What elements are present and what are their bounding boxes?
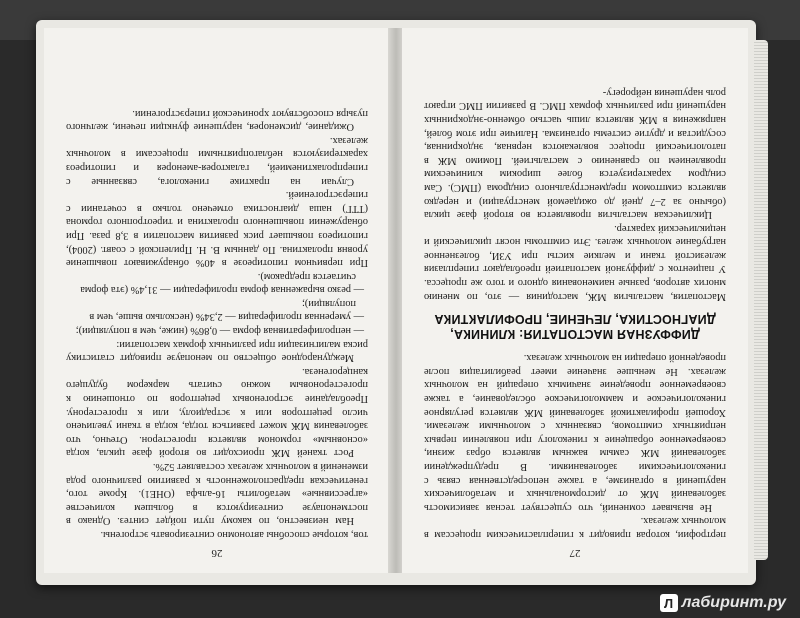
right-page-rotated xyxy=(402,28,748,573)
paragraph: Не вызывает сомнений, что существует тесная зависимость заболеваний МЖ от дисгормональных и метаболических нарушений в организме, а также непосредственная связь с гинекологическими заболеваниями. В предупреждении заболеваний МЖ самым важным является образ жизни, своевременное обращение к гинекологу при появлении первых неприятных симптомов, связанных с молочными железами. Хорошей профилактикой заболеваний МЖ является регулярное гинекологическое и маммологическое обследование, а также своевременное проведение значимых операций на молочных железах. Не меньшее значение имеет реабилитация после проведенной операции на молочных железах. xyxy=(424,352,726,513)
right-page-content xyxy=(424,48,726,559)
paragraph: Случаи на практике гинеколога, связанные с гиперпролактинемией, галакторея-аменорея и гипотиреоз характеризуются неблагоприятными процессами в молочных железах. xyxy=(66,134,368,187)
paragraph: Циклическая мастальгия проявляется во второй фазе цикла (обычно за 2–7 дней до ожидаемой менструации) и нередко является симптомом предменструального синдрома (ПМС). Сам синдром характеризуется более широким клиническим проявлением по сравнению с мастальгией. Помимо МЖ в патологический процесс вовлекаются нервная, эндокринная, сосудистая и другие системы организма. Наличие при этом болей, напряжения в МЖ является лишь частью обменно-эндокринных нарушений при различных формах ПМС. В развитии ПМС играют роль нарушения нейрорегу- xyxy=(424,86,726,221)
paragraph: Нам неизвестно, по какому пути пойдет синтез. Однако в постменопаузе синтезируются в большем количестве «агрессивные» метаболиты 16-альфа (ОНЕ1). Кроме того, генетическая предрасположенность к развитию различного рода изменений в молочных железах составляет 52%. xyxy=(66,461,368,527)
left-page xyxy=(44,28,390,573)
section-title: ДИФФУЗНАЯ МАСТОПАТИЯ: КЛИНИКА, ДИАГНОСТИКА, ЛЕЧЕНИЕ, ПРОФИЛАКТИКА xyxy=(434,311,716,341)
right-page xyxy=(402,28,748,573)
paragraph: пертрофии, которая приводит к гиперпластическим процессам в молочных железах. xyxy=(424,515,726,540)
watermark-text: лабиринт.ру xyxy=(681,594,786,611)
open-book xyxy=(36,20,756,585)
paragraph: Рост тканей МЖ происходит во второй фазе цикла, когда «основным» гормоном является прогестерон. Отечно, что заболевания МЖ может развиться тогда, когда в ткани увеличено число рецепторов или к эстрадиолу, или к прогестерону. Преобладание эстрогеновых рецепторов по отношению к прогестероновым можно считать маркером будущего канцерогенеза. xyxy=(66,365,368,459)
paragraph: При первичном гипотиреозе в 40% обнаруживают повышение уровня пролактина. По данным В. Н. Прилепской с соавт. (2004), гипотиреоз повышает риск развития мастопатии в 3,8 раза. При обнаружении повышенного пролактина и тиреотропного гормона (ТТГ) наша диагностика отмечено только в сочетании с гиперэстрогенией. xyxy=(66,189,368,269)
paragraph: Международное общество по менопаузе приводит статистику риска малигнизации при различных формах мастопатии: xyxy=(66,338,368,364)
paragraph: Мастопатия, мастальгия МЖ, мастодиния — это, по мнению многих авторов, разные наименования одного и того же процесса. У пациенток с диффузной мастопатией преобладают гиперплазия железистой ткани и мелкие кисты при УЗИ, болезненное нагрубание молочных желез. Эти симптомы носят циклический и нециклический характер. xyxy=(424,222,726,302)
page-number: 27 xyxy=(569,547,581,559)
left-page-content xyxy=(66,48,368,559)
paragraph: Ожидание, дисменорея, нарушение функции печени, желчного пузыря способствуют хронической гиперэстрогении. xyxy=(66,107,368,133)
paragraph: тов, которые способны автономно синтезировать эстрогены. xyxy=(100,529,368,540)
page-number: 26 xyxy=(211,547,223,559)
list-item: — резко выраженная форма пролиферации — 31,4% (эта форма считается предраком). xyxy=(80,270,364,296)
left-page-rotated xyxy=(44,28,390,573)
labirint-logo-icon: Л xyxy=(660,594,678,612)
list-item: — умеренная пролиферация — 2,34% (несколько выше, чем в популяции); xyxy=(89,297,364,323)
page-edges xyxy=(754,40,768,560)
watermark xyxy=(660,594,786,612)
list-item: — непролиферативная форма — 0,86% (ниже, чем в популяции); xyxy=(75,325,364,337)
